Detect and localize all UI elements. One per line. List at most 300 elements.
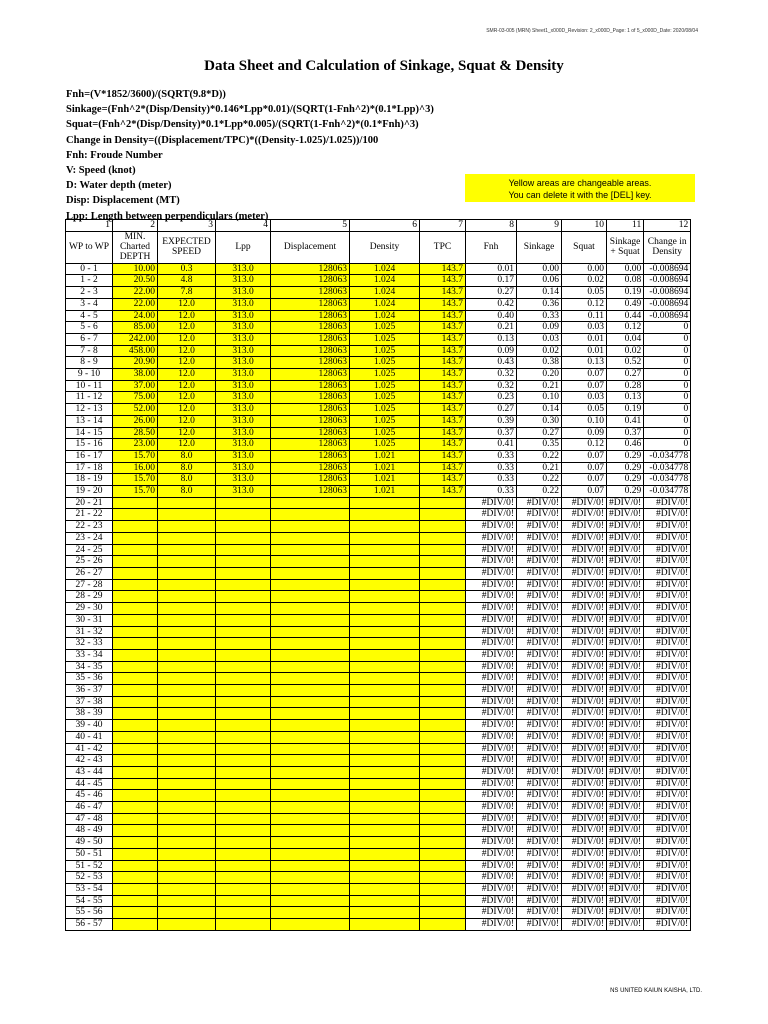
depth-cell[interactable] [113,509,158,521]
density-cell[interactable]: 1.025 [350,322,420,334]
density-cell[interactable] [350,521,420,533]
depth-cell[interactable] [113,837,158,849]
tpc-cell[interactable]: 143.7 [420,450,466,462]
speed-cell[interactable] [158,755,216,767]
depth-cell[interactable] [113,556,158,568]
tpc-cell[interactable] [420,521,466,533]
lpp-cell[interactable] [216,802,271,814]
density-cell[interactable]: 1.025 [350,427,420,439]
displacement-cell[interactable] [271,591,350,603]
depth-cell[interactable]: 24.00 [113,310,158,322]
density-cell[interactable] [350,532,420,544]
lpp-cell[interactable] [216,755,271,767]
density-cell[interactable] [350,872,420,884]
tpc-cell[interactable]: 143.7 [420,380,466,392]
lpp-cell[interactable]: 313.0 [216,450,271,462]
depth-cell[interactable] [113,720,158,732]
displacement-cell[interactable]: 128063 [271,462,350,474]
tpc-cell[interactable] [420,743,466,755]
density-cell[interactable]: 1.024 [350,298,420,310]
lpp-cell[interactable] [216,731,271,743]
lpp-cell[interactable]: 313.0 [216,392,271,404]
lpp-cell[interactable] [216,907,271,919]
speed-cell[interactable] [158,919,216,931]
displacement-cell[interactable] [271,883,350,895]
lpp-cell[interactable] [216,638,271,650]
displacement-cell[interactable] [271,603,350,615]
speed-cell[interactable]: 8.0 [158,450,216,462]
depth-cell[interactable]: 10.00 [113,263,158,275]
depth-cell[interactable] [113,860,158,872]
speed-cell[interactable] [158,872,216,884]
depth-cell[interactable]: 28.50 [113,427,158,439]
tpc-cell[interactable]: 143.7 [420,345,466,357]
density-cell[interactable] [350,813,420,825]
speed-cell[interactable] [158,521,216,533]
density-cell[interactable] [350,708,420,720]
lpp-cell[interactable] [216,872,271,884]
speed-cell[interactable]: 0.3 [158,263,216,275]
speed-cell[interactable] [158,907,216,919]
tpc-cell[interactable] [420,837,466,849]
displacement-cell[interactable] [271,802,350,814]
tpc-cell[interactable] [420,802,466,814]
lpp-cell[interactable]: 313.0 [216,298,271,310]
density-cell[interactable]: 1.025 [350,392,420,404]
density-cell[interactable] [350,497,420,509]
density-cell[interactable] [350,883,420,895]
speed-cell[interactable]: 12.0 [158,392,216,404]
tpc-cell[interactable] [420,813,466,825]
depth-cell[interactable] [113,567,158,579]
depth-cell[interactable]: 15.70 [113,450,158,462]
lpp-cell[interactable]: 313.0 [216,439,271,451]
displacement-cell[interactable] [271,509,350,521]
speed-cell[interactable] [158,802,216,814]
depth-cell[interactable]: 85.00 [113,322,158,334]
lpp-cell[interactable] [216,883,271,895]
speed-cell[interactable]: 8.0 [158,474,216,486]
lpp-cell[interactable] [216,825,271,837]
displacement-cell[interactable] [271,790,350,802]
lpp-cell[interactable] [216,766,271,778]
density-cell[interactable]: 1.025 [350,333,420,345]
displacement-cell[interactable] [271,895,350,907]
depth-cell[interactable]: 242.00 [113,333,158,345]
tpc-cell[interactable] [420,509,466,521]
speed-cell[interactable] [158,603,216,615]
tpc-cell[interactable] [420,766,466,778]
lpp-cell[interactable] [216,743,271,755]
lpp-cell[interactable] [216,497,271,509]
depth-cell[interactable] [113,544,158,556]
speed-cell[interactable] [158,591,216,603]
speed-cell[interactable] [158,696,216,708]
displacement-cell[interactable] [271,860,350,872]
displacement-cell[interactable] [271,919,350,931]
displacement-cell[interactable]: 128063 [271,427,350,439]
depth-cell[interactable] [113,497,158,509]
speed-cell[interactable]: 12.0 [158,404,216,416]
tpc-cell[interactable] [420,626,466,638]
tpc-cell[interactable] [420,579,466,591]
speed-cell[interactable] [158,649,216,661]
density-cell[interactable] [350,720,420,732]
speed-cell[interactable] [158,766,216,778]
tpc-cell[interactable]: 143.7 [420,333,466,345]
speed-cell[interactable] [158,895,216,907]
displacement-cell[interactable] [271,743,350,755]
displacement-cell[interactable] [271,649,350,661]
speed-cell[interactable] [158,567,216,579]
speed-cell[interactable] [158,790,216,802]
depth-cell[interactable] [113,825,158,837]
displacement-cell[interactable] [271,731,350,743]
speed-cell[interactable] [158,532,216,544]
density-cell[interactable]: 1.021 [350,462,420,474]
density-cell[interactable] [350,778,420,790]
lpp-cell[interactable] [216,591,271,603]
depth-cell[interactable] [113,603,158,615]
density-cell[interactable] [350,509,420,521]
lpp-cell[interactable] [216,685,271,697]
speed-cell[interactable] [158,661,216,673]
density-cell[interactable] [350,755,420,767]
displacement-cell[interactable]: 128063 [271,474,350,486]
lpp-cell[interactable] [216,848,271,860]
lpp-cell[interactable]: 313.0 [216,486,271,498]
tpc-cell[interactable] [420,603,466,615]
displacement-cell[interactable]: 128063 [271,357,350,369]
tpc-cell[interactable]: 143.7 [420,415,466,427]
speed-cell[interactable] [158,848,216,860]
displacement-cell[interactable] [271,685,350,697]
tpc-cell[interactable] [420,556,466,568]
tpc-cell[interactable] [420,673,466,685]
lpp-cell[interactable] [216,837,271,849]
displacement-cell[interactable] [271,544,350,556]
tpc-cell[interactable] [420,614,466,626]
lpp-cell[interactable]: 313.0 [216,275,271,287]
depth-cell[interactable]: 37.00 [113,380,158,392]
speed-cell[interactable]: 12.0 [158,357,216,369]
lpp-cell[interactable] [216,649,271,661]
displacement-cell[interactable] [271,497,350,509]
tpc-cell[interactable]: 143.7 [420,322,466,334]
displacement-cell[interactable] [271,614,350,626]
depth-cell[interactable]: 75.00 [113,392,158,404]
displacement-cell[interactable]: 128063 [271,404,350,416]
lpp-cell[interactable] [216,532,271,544]
depth-cell[interactable] [113,649,158,661]
tpc-cell[interactable]: 143.7 [420,462,466,474]
density-cell[interactable] [350,766,420,778]
displacement-cell[interactable]: 128063 [271,275,350,287]
displacement-cell[interactable] [271,521,350,533]
depth-cell[interactable]: 23.00 [113,439,158,451]
density-cell[interactable]: 1.024 [350,310,420,322]
depth-cell[interactable]: 458.00 [113,345,158,357]
displacement-cell[interactable]: 128063 [271,392,350,404]
density-cell[interactable] [350,556,420,568]
lpp-cell[interactable] [216,860,271,872]
displacement-cell[interactable]: 128063 [271,450,350,462]
density-cell[interactable] [350,661,420,673]
depth-cell[interactable] [113,708,158,720]
speed-cell[interactable]: 12.0 [158,427,216,439]
tpc-cell[interactable] [420,649,466,661]
density-cell[interactable]: 1.025 [350,357,420,369]
displacement-cell[interactable] [271,579,350,591]
displacement-cell[interactable]: 128063 [271,263,350,275]
density-cell[interactable]: 1.025 [350,345,420,357]
lpp-cell[interactable]: 313.0 [216,357,271,369]
displacement-cell[interactable] [271,872,350,884]
displacement-cell[interactable]: 128063 [271,333,350,345]
displacement-cell[interactable] [271,755,350,767]
lpp-cell[interactable]: 313.0 [216,404,271,416]
tpc-cell[interactable]: 143.7 [420,275,466,287]
density-cell[interactable] [350,638,420,650]
tpc-cell[interactable]: 143.7 [420,310,466,322]
depth-cell[interactable] [113,591,158,603]
density-cell[interactable]: 1.025 [350,380,420,392]
tpc-cell[interactable] [420,638,466,650]
depth-cell[interactable] [113,883,158,895]
density-cell[interactable]: 1.025 [350,369,420,381]
tpc-cell[interactable]: 143.7 [420,404,466,416]
displacement-cell[interactable] [271,567,350,579]
density-cell[interactable] [350,743,420,755]
density-cell[interactable]: 1.021 [350,486,420,498]
depth-cell[interactable] [113,907,158,919]
displacement-cell[interactable]: 128063 [271,310,350,322]
lpp-cell[interactable] [216,790,271,802]
displacement-cell[interactable]: 128063 [271,439,350,451]
depth-cell[interactable] [113,778,158,790]
depth-cell[interactable]: 52.00 [113,404,158,416]
lpp-cell[interactable]: 313.0 [216,263,271,275]
lpp-cell[interactable] [216,626,271,638]
tpc-cell[interactable]: 143.7 [420,474,466,486]
density-cell[interactable] [350,802,420,814]
tpc-cell[interactable]: 143.7 [420,392,466,404]
tpc-cell[interactable] [420,731,466,743]
displacement-cell[interactable] [271,532,350,544]
tpc-cell[interactable] [420,696,466,708]
speed-cell[interactable]: 12.0 [158,380,216,392]
density-cell[interactable] [350,919,420,931]
depth-cell[interactable] [113,790,158,802]
displacement-cell[interactable]: 128063 [271,380,350,392]
lpp-cell[interactable]: 313.0 [216,369,271,381]
tpc-cell[interactable]: 143.7 [420,427,466,439]
speed-cell[interactable] [158,883,216,895]
displacement-cell[interactable] [271,766,350,778]
tpc-cell[interactable] [420,532,466,544]
lpp-cell[interactable]: 313.0 [216,427,271,439]
tpc-cell[interactable] [420,825,466,837]
density-cell[interactable] [350,649,420,661]
tpc-cell[interactable]: 143.7 [420,263,466,275]
lpp-cell[interactable]: 313.0 [216,333,271,345]
speed-cell[interactable] [158,673,216,685]
depth-cell[interactable] [113,614,158,626]
depth-cell[interactable] [113,848,158,860]
displacement-cell[interactable]: 128063 [271,322,350,334]
density-cell[interactable] [350,907,420,919]
density-cell[interactable]: 1.024 [350,263,420,275]
depth-cell[interactable] [113,743,158,755]
tpc-cell[interactable] [420,790,466,802]
lpp-cell[interactable]: 313.0 [216,415,271,427]
displacement-cell[interactable] [271,673,350,685]
density-cell[interactable] [350,673,420,685]
density-cell[interactable]: 1.024 [350,275,420,287]
speed-cell[interactable]: 4.8 [158,275,216,287]
displacement-cell[interactable] [271,661,350,673]
depth-cell[interactable] [113,661,158,673]
lpp-cell[interactable] [216,544,271,556]
density-cell[interactable]: 1.025 [350,404,420,416]
displacement-cell[interactable]: 128063 [271,345,350,357]
tpc-cell[interactable]: 143.7 [420,287,466,299]
speed-cell[interactable] [158,743,216,755]
lpp-cell[interactable]: 313.0 [216,322,271,334]
lpp-cell[interactable] [216,708,271,720]
depth-cell[interactable] [113,895,158,907]
displacement-cell[interactable] [271,907,350,919]
speed-cell[interactable] [158,731,216,743]
tpc-cell[interactable] [420,685,466,697]
density-cell[interactable] [350,860,420,872]
depth-cell[interactable] [113,638,158,650]
speed-cell[interactable]: 12.0 [158,322,216,334]
density-cell[interactable] [350,626,420,638]
density-cell[interactable]: 1.021 [350,450,420,462]
displacement-cell[interactable]: 128063 [271,287,350,299]
tpc-cell[interactable] [420,567,466,579]
density-cell[interactable] [350,848,420,860]
lpp-cell[interactable] [216,720,271,732]
tpc-cell[interactable] [420,661,466,673]
lpp-cell[interactable]: 313.0 [216,345,271,357]
density-cell[interactable] [350,731,420,743]
depth-cell[interactable] [113,919,158,931]
tpc-cell[interactable] [420,720,466,732]
lpp-cell[interactable]: 313.0 [216,310,271,322]
lpp-cell[interactable] [216,919,271,931]
depth-cell[interactable]: 15.70 [113,486,158,498]
tpc-cell[interactable] [420,883,466,895]
speed-cell[interactable] [158,708,216,720]
depth-cell[interactable] [113,685,158,697]
depth-cell[interactable] [113,532,158,544]
speed-cell[interactable] [158,544,216,556]
tpc-cell[interactable] [420,848,466,860]
speed-cell[interactable] [158,685,216,697]
depth-cell[interactable]: 20.90 [113,357,158,369]
density-cell[interactable] [350,895,420,907]
speed-cell[interactable] [158,860,216,872]
displacement-cell[interactable] [271,626,350,638]
lpp-cell[interactable] [216,661,271,673]
speed-cell[interactable] [158,556,216,568]
depth-cell[interactable]: 22.00 [113,287,158,299]
displacement-cell[interactable]: 128063 [271,369,350,381]
speed-cell[interactable] [158,638,216,650]
speed-cell[interactable] [158,813,216,825]
tpc-cell[interactable] [420,860,466,872]
density-cell[interactable] [350,579,420,591]
depth-cell[interactable] [113,673,158,685]
tpc-cell[interactable] [420,895,466,907]
lpp-cell[interactable]: 313.0 [216,380,271,392]
lpp-cell[interactable] [216,813,271,825]
density-cell[interactable] [350,603,420,615]
lpp-cell[interactable] [216,673,271,685]
tpc-cell[interactable]: 143.7 [420,369,466,381]
depth-cell[interactable]: 38.00 [113,369,158,381]
density-cell[interactable] [350,685,420,697]
displacement-cell[interactable] [271,638,350,650]
depth-cell[interactable]: 16.00 [113,462,158,474]
displacement-cell[interactable] [271,813,350,825]
depth-cell[interactable] [113,626,158,638]
tpc-cell[interactable]: 143.7 [420,298,466,310]
speed-cell[interactable]: 12.0 [158,369,216,381]
speed-cell[interactable]: 12.0 [158,298,216,310]
displacement-cell[interactable] [271,696,350,708]
tpc-cell[interactable] [420,778,466,790]
depth-cell[interactable] [113,766,158,778]
speed-cell[interactable] [158,825,216,837]
speed-cell[interactable] [158,614,216,626]
displacement-cell[interactable] [271,837,350,849]
lpp-cell[interactable] [216,778,271,790]
speed-cell[interactable]: 12.0 [158,310,216,322]
speed-cell[interactable]: 12.0 [158,415,216,427]
tpc-cell[interactable] [420,872,466,884]
speed-cell[interactable] [158,837,216,849]
density-cell[interactable] [350,696,420,708]
speed-cell[interactable]: 7.8 [158,287,216,299]
speed-cell[interactable]: 8.0 [158,486,216,498]
speed-cell[interactable]: 8.0 [158,462,216,474]
lpp-cell[interactable] [216,895,271,907]
speed-cell[interactable]: 12.0 [158,345,216,357]
lpp-cell[interactable] [216,556,271,568]
depth-cell[interactable] [113,731,158,743]
tpc-cell[interactable] [420,708,466,720]
lpp-cell[interactable] [216,521,271,533]
depth-cell[interactable] [113,755,158,767]
tpc-cell[interactable] [420,907,466,919]
tpc-cell[interactable] [420,544,466,556]
depth-cell[interactable] [113,813,158,825]
depth-cell[interactable] [113,696,158,708]
density-cell[interactable]: 1.021 [350,474,420,486]
displacement-cell[interactable]: 128063 [271,486,350,498]
displacement-cell[interactable] [271,825,350,837]
lpp-cell[interactable] [216,509,271,521]
density-cell[interactable] [350,790,420,802]
depth-cell[interactable]: 20.50 [113,275,158,287]
lpp-cell[interactable]: 313.0 [216,474,271,486]
displacement-cell[interactable]: 128063 [271,298,350,310]
depth-cell[interactable] [113,521,158,533]
density-cell[interactable]: 1.025 [350,415,420,427]
